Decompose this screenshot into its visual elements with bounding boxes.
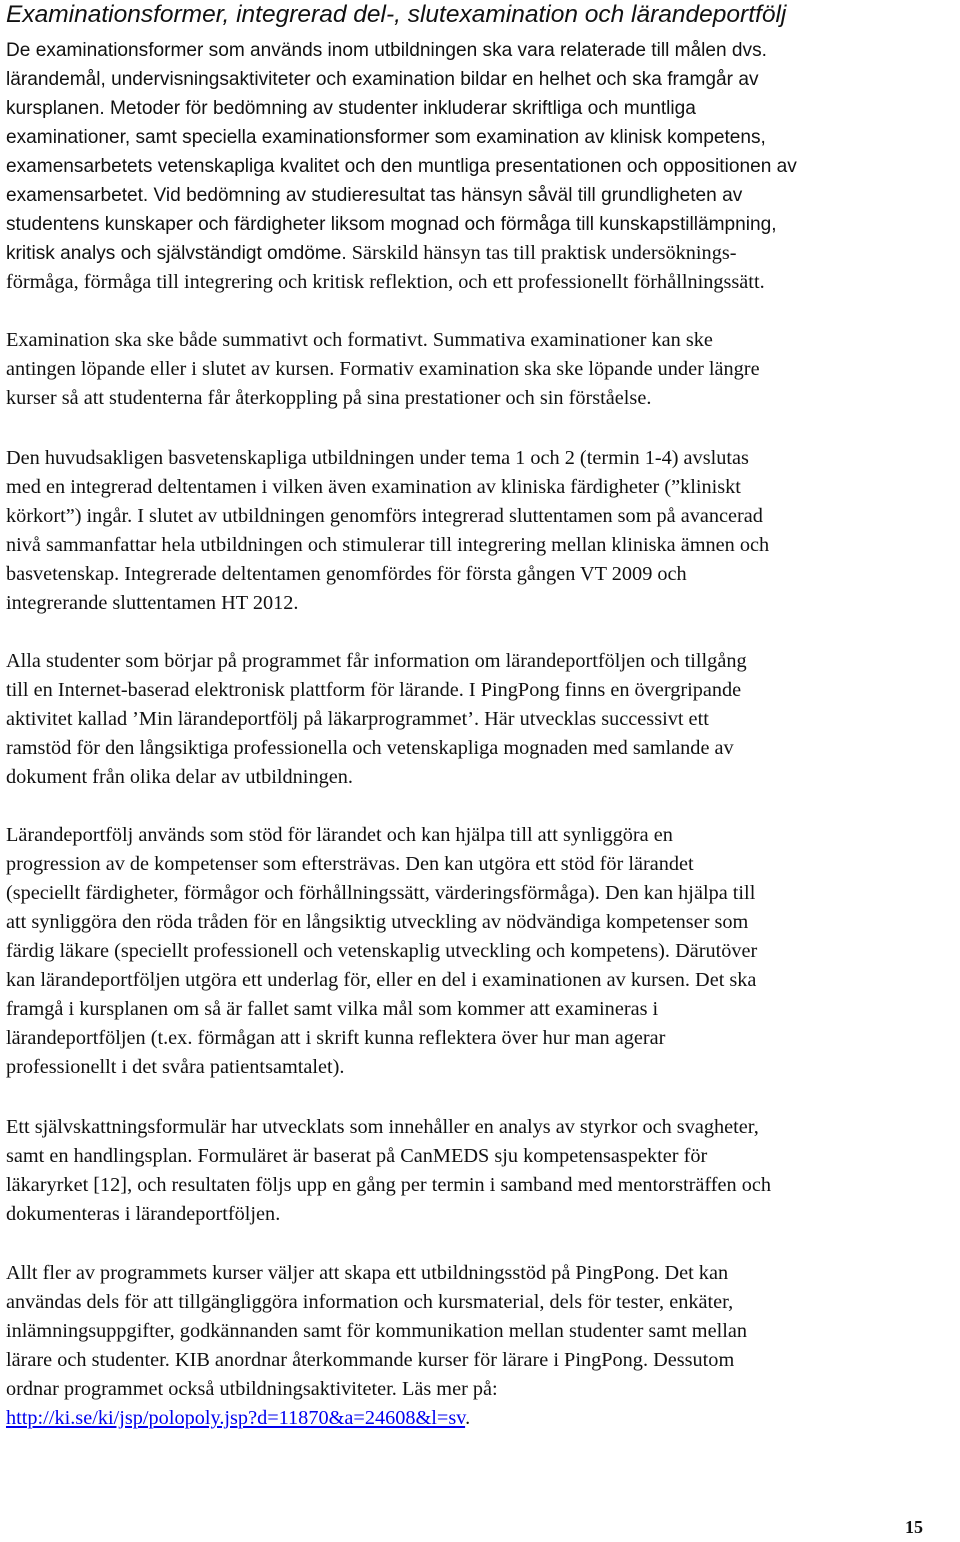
text-line: De examinationsformer som används inom utbildningen ska vara relaterade till målen dvs. <box>6 40 767 61</box>
text-segment: . <box>465 1407 471 1429</box>
paragraph-integrated-exams <box>6 444 958 618</box>
text-line: Alla studenter som börjar på programmet får information om lärandeportföljen och tillgång <box>6 650 747 672</box>
text-line: Den huvudsakligen basvetenskapliga utbildningen under tema 1 och 2 (termin 1-4) avslutas <box>6 447 749 469</box>
text-line: Examination ska ske både summativt och formativt. Summativa examinationer kan ske <box>6 329 713 351</box>
text-line: examinationer, samt speciella examinationsformer som examination av klinisk kompetens, <box>6 127 766 148</box>
text-line: nivå sammanfattar hela utbildningen och stimulerar till integrering mellan kliniska ämnen och <box>6 534 770 556</box>
text-line: progression av de kompetenser som eftersträvas. Den kan utgöra ett stöd för lärandet <box>6 853 694 875</box>
paragraph-assessment-methods <box>6 36 956 297</box>
text-line: ordnar programmet också utbildningsaktiviteter. Läs mer på: <box>6 1378 498 1400</box>
text-line: (speciellt färdigheter, förmågor och förhållningssätt, värderingsförmåga). Den kan hjälpa till <box>6 882 756 904</box>
text-line: studentens kunskaper och färdigheter liksom mognad och förmåga till kunskapstillämpning, <box>6 214 777 235</box>
text-line: kursplanen. Metoder för bedömning av studenter inkluderar skriftliga och muntliga <box>6 98 696 119</box>
text-line: att synliggöra den röda tråden för en långsiktig utveckling av nödvändiga kompetenser som <box>6 911 749 933</box>
section-heading: Examinationsformer, integrerad del-, slutexamination och lärandeportfölj <box>6 1 787 28</box>
text-line: basvetenskap. Integrerade deltentamen genomfördes för första gången VT 2009 och <box>6 563 687 585</box>
text-line: ramstöd för den långsiktiga professionella och vetenskapliga mognaden med samlande av <box>6 737 734 759</box>
text-line: Allt fler av programmets kurser väljer att skapa ett utbildningsstöd på PingPong. Det kan <box>6 1262 729 1284</box>
paragraph-self-assessment <box>6 1113 958 1229</box>
paragraph-pingpong <box>6 1259 958 1433</box>
paragraph-portfolio-info <box>6 647 958 792</box>
text-line: examensarbetets vetenskapliga kvalitet och den muntliga presentationen och oppositionen av <box>6 156 797 177</box>
text-line: kurser så att studenterna får återkoppling på sina prestationer och sin förståelse. <box>6 387 652 409</box>
text-line: lärandemål, undervisningsaktiviteter och examination bildar en helhet och ska framgår av <box>6 69 759 90</box>
text-line: Ett självskattningsformulär har utvecklats som innehåller en analys av styrkor och svagheter, <box>6 1116 759 1138</box>
text-line: aktivitet kallad ’Min lärandeportfölj på läkarprogrammet’. Här utvecklas successivt ett <box>6 708 709 730</box>
text-line-mixed <box>6 239 956 268</box>
text-segment: kritisk analys och självständigt omdöme. <box>6 243 347 264</box>
text-line: dokument från olika delar av utbildningen. <box>6 766 353 788</box>
text-line <box>6 1404 958 1433</box>
text-line: körkort”) ingår. I slutet av utbildningen genomförs integrerad sluttentamen som på avancerad <box>6 505 763 527</box>
text-line: professionellt i det svåra patientsamtalet). <box>6 1056 345 1078</box>
text-line: förmåga, förmåga till integrering och kritisk reflektion, och ett professionellt förhållningssätt. <box>6 271 765 293</box>
text-line: färdig läkare (speciellt professionell och vetenskaplig utveckling och kompetens). Därutöver <box>6 940 758 962</box>
text-line: lärandeportföljen (t.ex. förmågan att i skrift kunna reflektera över hur man agerar <box>6 1027 666 1049</box>
ki-info-link[interactable]: http://ki.se/ki/jsp/polopoly.jsp?d=11870&a=24608&l=sv <box>6 1407 466 1429</box>
text-line: användas dels för att tillgängliggöra information och kursmaterial, dels för tester, enkäter, <box>6 1291 734 1313</box>
text-line: dokumenteras i lärandeportföljen. <box>6 1203 281 1225</box>
text-line: kan lärandeportföljen utgöra ett underlag för, eller en del i examinationen av kursen. Det ska <box>6 969 757 991</box>
text-line: till en Internet-baserad elektronisk plattform för lärande. I PingPong finns en övergripande <box>6 679 742 701</box>
text-line: med en integrerad deltentamen i vilken även examination av kliniska färdigheter (”kliniskt <box>6 476 741 498</box>
text-line: framgå i kursplanen om så är fallet samt vilka mål som kommer att examineras i <box>6 998 659 1020</box>
text-line: läkaryrket [12], och resultaten följs upp en gång per termin i samband med mentorsträffen och <box>6 1174 771 1196</box>
text-line: inlämningsuppgifter, godkännanden samt för kommunikation mellan studenter samt mellan <box>6 1320 747 1342</box>
text-line: lärare och studenter. KIB anordnar återkommande kurser för lärare i PingPong. Dessutom <box>6 1349 735 1371</box>
text-line: integrerande sluttentamen HT 2012. <box>6 592 299 614</box>
text-segment-serif: Särskild hänsyn tas till praktisk undersöknings- <box>346 242 737 264</box>
page-number: 15 <box>905 1517 923 1537</box>
paragraph-portfolio-use <box>6 821 958 1082</box>
paragraph-summative-formative <box>6 326 958 413</box>
text-line: antingen löpande eller i slutet av kursen. Formativ examination ska ske löpande under längre <box>6 358 760 380</box>
text-line: examensarbetet. Vid bedömning av studieresultat tas hänsyn såväl till grundligheten av <box>6 185 743 206</box>
text-line: samt en handlingsplan. Formuläret är baserat på CanMEDS sju kompetensaspekter för <box>6 1145 708 1167</box>
text-line: Lärandeportfölj används som stöd för lärandet och kan hjälpa till att synliggöra en <box>6 824 673 846</box>
